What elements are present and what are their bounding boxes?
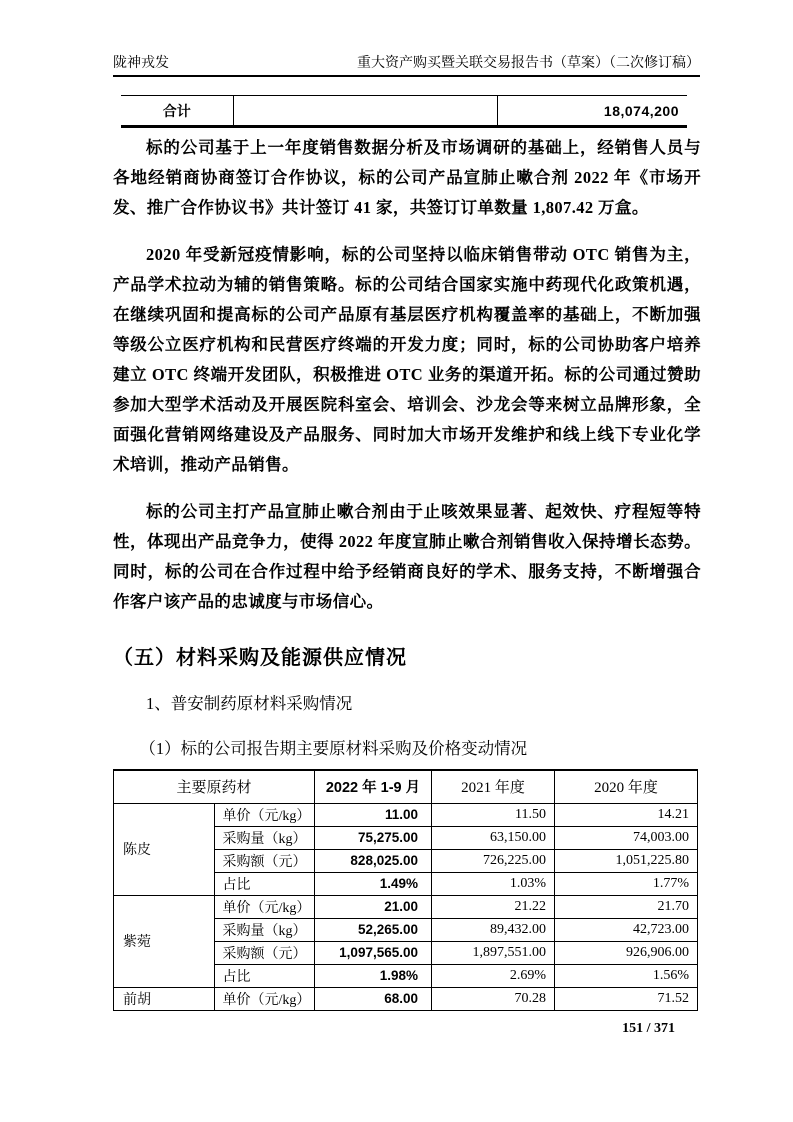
section-heading: （五）材料采购及能源供应情况: [113, 647, 407, 669]
metric-label-cell: 单价（元/kg）: [214, 803, 315, 826]
paragraph-1: 标的公司基于上一年度销售数据分析及市场调研的基础上，经销售人员与各地经销商协商签订合作协议，标的公司产品宣肺止嗽合剂 2022 年《市场开发、推广合作协议书》共计签订 41 家，共签订订单数量 1,807.42 万盒。: [113, 138, 701, 217]
value-2022-cell: 1,097,565.00: [315, 941, 432, 964]
value-2020-cell: 42,723.00: [555, 918, 698, 941]
value-2020-cell: 74,003.00: [555, 826, 698, 849]
sub-heading-2: （1）标的公司报告期主要原材料采购及价格变动情况: [139, 739, 528, 758]
table-row: [114, 803, 698, 826]
table-header-row: [114, 770, 698, 803]
value-2021-cell: 1.03%: [432, 872, 555, 895]
value-2022-cell: 52,265.00: [315, 918, 432, 941]
col-header-material: 主要原药材: [114, 770, 315, 803]
header-left-title: 陇神戎发: [113, 56, 169, 71]
metric-label-cell: 采购额（元）: [214, 941, 315, 964]
value-2022-cell: 1.98%: [315, 964, 432, 987]
metric-label-cell: 单价（元/kg）: [214, 895, 315, 918]
metric-label-cell: 采购量（kg）: [214, 826, 315, 849]
material-name-cell: 紫菀: [114, 895, 215, 987]
value-2020-cell: 1.77%: [555, 872, 698, 895]
table-row: [114, 895, 698, 918]
paragraph-3: 标的公司主打产品宣肺止嗽合剂由于止咳效果显著、起效快、疗程短等特性，体现出产品竞争力，使得 2022 年度宣肺止嗽合剂销售收入保持增长态势。同时，标的公司在合作过程中给予经销商良好的学术、服务支持，不断增强合作客户该产品的忠诚度与市场信心。: [113, 502, 701, 611]
value-2021-cell: 70.28: [432, 987, 555, 1010]
total-empty-cell: [233, 96, 497, 127]
col-header-2020: 2020 年度: [555, 770, 698, 803]
value-2021-cell: 89,432.00: [432, 918, 555, 941]
page-number: 151 / 371: [622, 1021, 675, 1036]
value-2020-cell: 71.52: [555, 987, 698, 1010]
raw-material-procurement-table: [113, 769, 698, 1011]
material-name-cell: 陈皮: [114, 803, 215, 895]
total-label-cell: 合计: [121, 96, 233, 127]
col-header-2021: 2021 年度: [432, 770, 555, 803]
value-2021-cell: 63,150.00: [432, 826, 555, 849]
header-right-title: 重大资产购买暨关联交易报告书（草案）（二次修订稿）: [357, 56, 700, 71]
value-2022-cell: 75,275.00: [315, 826, 432, 849]
material-name-cell: 前胡: [114, 987, 215, 1010]
metric-label-cell: 采购量（kg）: [214, 918, 315, 941]
table-row: [121, 96, 687, 127]
metric-label-cell: 单价（元/kg）: [214, 987, 315, 1010]
body-paragraphs: [113, 133, 701, 634]
value-2021-cell: 11.50: [432, 803, 555, 826]
table-row: [114, 987, 698, 1010]
value-2021-cell: 726,225.00: [432, 849, 555, 872]
col-header-2022: 2022 年 1-9 月: [315, 770, 432, 803]
running-header: [113, 50, 700, 77]
metric-label-cell: 采购额（元）: [214, 849, 315, 872]
value-2022-cell: 21.00: [315, 895, 432, 918]
metric-label-cell: 占比: [214, 964, 315, 987]
value-2022-cell: 11.00: [315, 803, 432, 826]
value-2020-cell: 926,906.00: [555, 941, 698, 964]
value-2021-cell: 1,897,551.00: [432, 941, 555, 964]
sub-heading-1: 1、普安制药原材料采购情况: [146, 694, 353, 713]
value-2020-cell: 1,051,225.80: [555, 849, 698, 872]
value-2021-cell: 2.69%: [432, 964, 555, 987]
value-2022-cell: 68.00: [315, 987, 432, 1010]
value-2021-cell: 21.22: [432, 895, 555, 918]
total-value-cell: 18,074,200: [497, 96, 687, 127]
summary-total-table: [121, 95, 687, 128]
paragraph-2: 2020 年受新冠疫情影响，标的公司坚持以临床销售带动 OTC 销售为主，产品学术拉动为辅的销售策略。标的公司结合国家实施中药现代化政策机遇，在继续巩固和提高标的公司产品原有基层医疗机构覆盖率的基础上，不断加强等级公立医疗机构和民营医疗终端的开发力度；同时，标的公司协助客户培养建立 OTC 终端开发团队，积极推进 OTC 业务的渠道开拓。标的公司通过赞助参加大型学术活动及开展医院科室会、培训会、沙龙会等来树立品牌形象，全面强化营销网络建设及产品服务、同时加大市场开发维护和线上线下专业化学术培训，推动产品销售。: [113, 245, 701, 474]
metric-label-cell: 占比: [214, 872, 315, 895]
value-2022-cell: 1.49%: [315, 872, 432, 895]
value-2022-cell: 828,025.00: [315, 849, 432, 872]
value-2020-cell: 21.70: [555, 895, 698, 918]
value-2020-cell: 1.56%: [555, 964, 698, 987]
value-2020-cell: 14.21: [555, 803, 698, 826]
